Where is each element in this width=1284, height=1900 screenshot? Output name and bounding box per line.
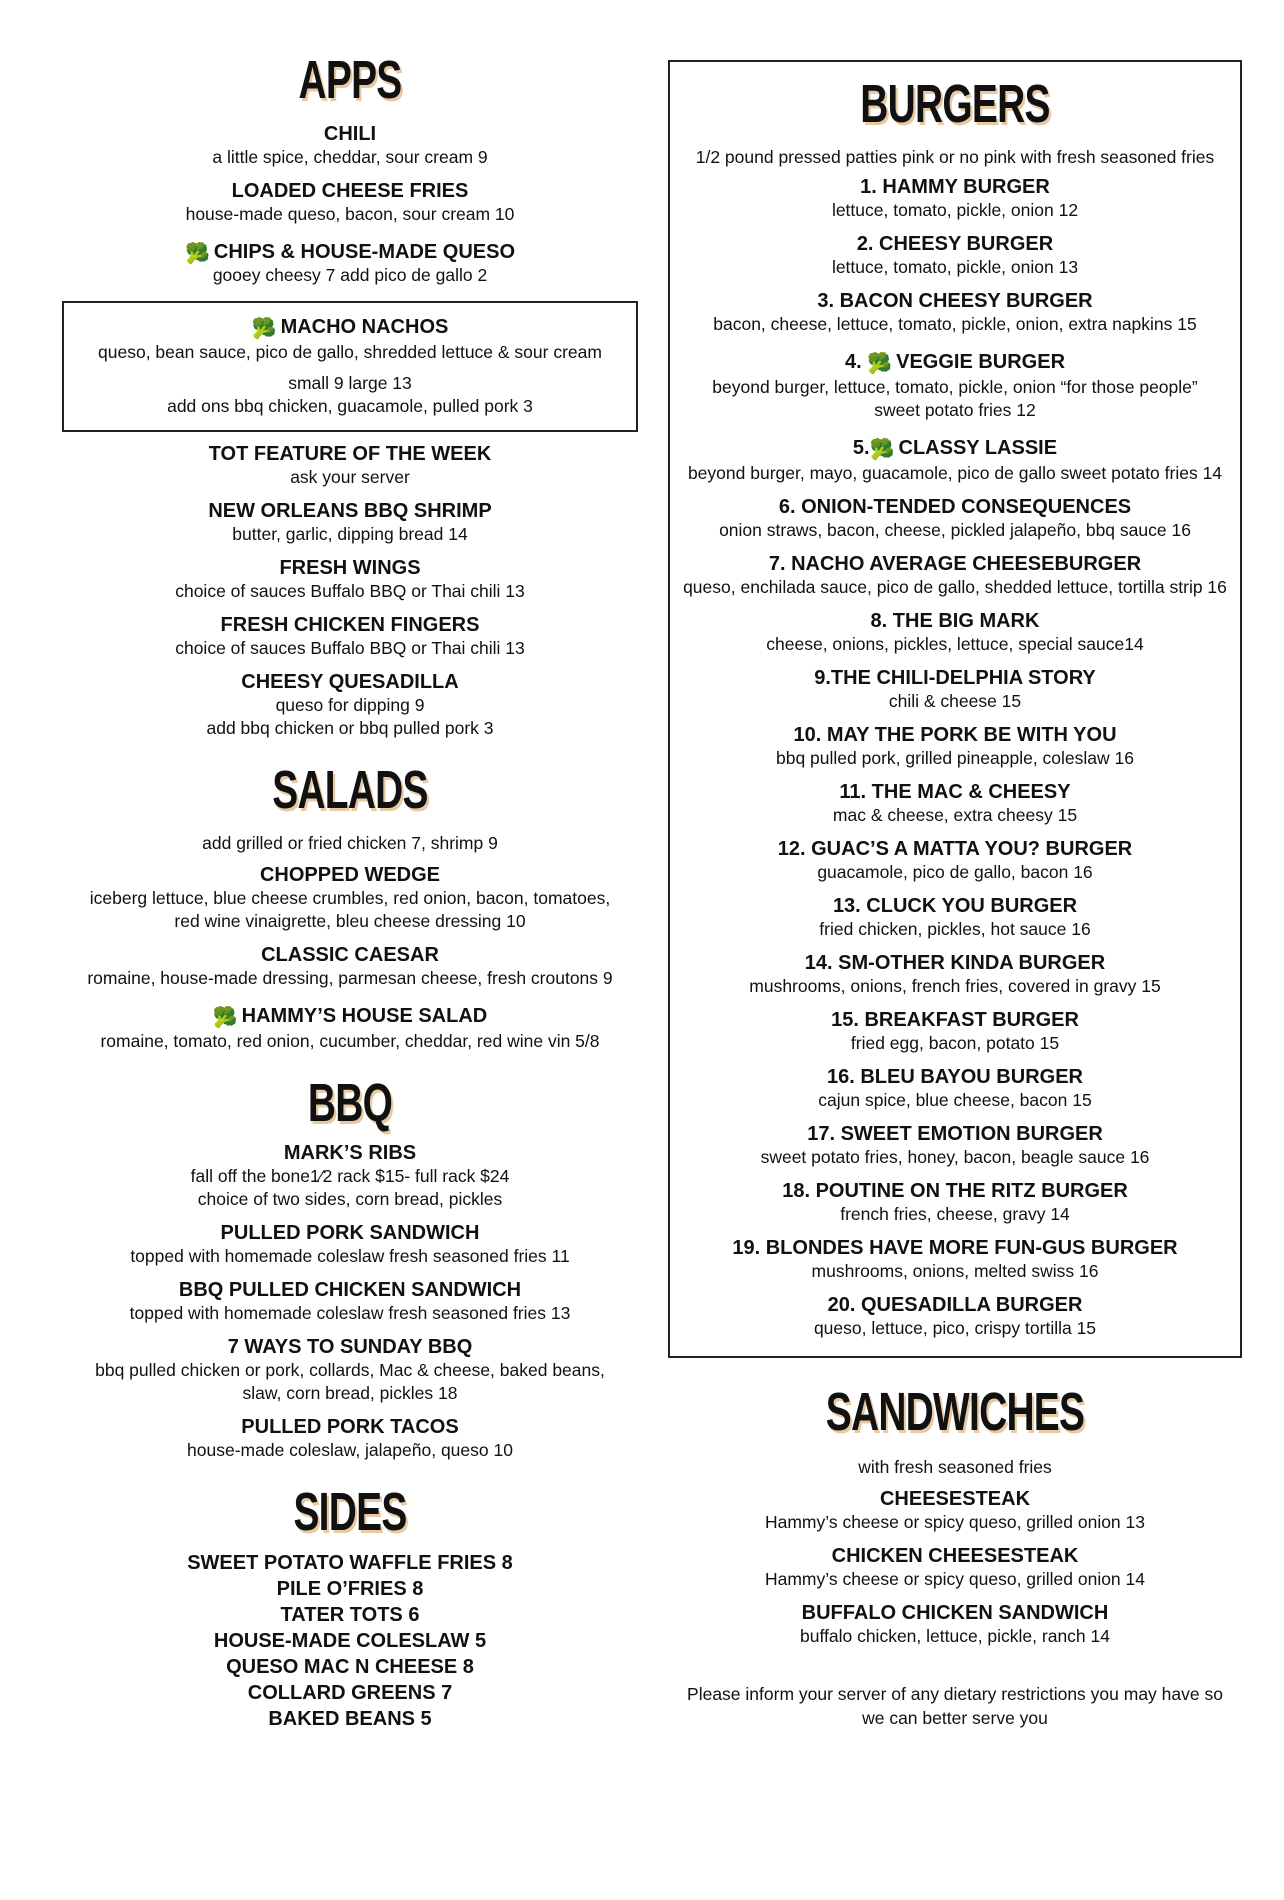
broccoli-icon: 🥦 [251,318,277,340]
menu-item-burger-14: 14. SM-OTHER KINDA BURGER mushrooms, onions, french fries, covered in gravy 15 [749,952,1161,996]
menu-item-burger-12: 12. GUAC’S A MATTA YOU? BURGER guacamole, pico de gallo, bacon 16 [777,838,1133,882]
list-item: COLLARD GREENS 7 [247,1682,453,1704]
sides-list [62,1550,638,1732]
sides-title: SIDES [293,1482,407,1542]
menu-item-classic-caesar: CLASSIC CAESAR romaine, house-made dressing, parmesan cheese, fresh croutons 9 [87,944,613,988]
burgers-box [668,60,1242,1358]
left-column [62,52,638,1732]
menu-item-burger-2: 2. CHEESY BURGER lettuce, tomato, pickle, onion 13 [831,233,1079,277]
menu-item-burger-13: 13. CLUCK YOU BURGER fried chicken, pickles, hot sauce 16 [819,895,1091,939]
broccoli-icon: 🥦 [184,243,210,265]
menu-item-fresh-wings: FRESH WINGS choice of sauces Buffalo BBQ or Thai chili 13 [175,557,525,601]
list-item: PILE O’FRIES 8 [276,1578,424,1600]
list-item: SWEET POTATO WAFFLE FRIES 8 [187,1552,513,1574]
menu-item-burger-11: 11. THE MAC & CHEESY mac & cheese, extra cheesy 15 [832,781,1078,825]
menu-item-pulled-pork-tacos: PULLED PORK TACOS house-made coleslaw, jalapeño, queso 10 [187,1416,513,1460]
right-column [668,60,1242,1730]
macho-nachos-box: 🥦 MACHO NACHOS queso, bean sauce, pico de gallo, shredded lettuce & sour cream small 9 large 13 add ons bbq chicken, guacamole, pulled pork 3 [62,301,638,432]
menu-item-bbq-chicken-sandwich: BBQ PULLED CHICKEN SANDWICH topped with homemade coleslaw fresh seasoned fries 13 [129,1279,571,1323]
list-item: BAKED BEANS 5 [268,1708,432,1730]
menu-item-chips-queso: 🥦 CHIPS & HOUSE-MADE QUESO gooey cheesy 7 add pico de gallo 2 [184,241,516,285]
sandwiches-title: SANDWICHES [825,1382,1085,1442]
sandwiches-note: with fresh seasoned fries [858,1457,1052,1477]
menu-item-burger-20: 20. QUESADILLA BURGER queso, lettuce, pico, crispy tortilla 15 [813,1294,1097,1338]
menu-item-burger-1: 1. HAMMY BURGER lettuce, tomato, pickle, onion 12 [831,176,1079,220]
menu-item-burger-6: 6. ONION-TENDED CONSEQUENCES onion straws, bacon, cheese, pickled jalapeño, bbq sauce 16 [719,496,1191,540]
menu-item-bbq-shrimp: NEW ORLEANS BBQ SHRIMP butter, garlic, dipping bread 14 [208,500,492,544]
menu-item-chicken-fingers: FRESH CHICKEN FINGERS choice of sauces Buffalo BBQ or Thai chili 13 [175,614,525,658]
menu-item-burger-10: 10. MAY THE PORK BE WITH YOU bbq pulled pork, grilled pineapple, coleslaw 16 [775,724,1134,768]
burgers-note: 1/2 pound pressed patties pink or no pink with fresh seasoned fries [695,147,1215,167]
menu-item-tot-feature: TOT FEATURE OF THE WEEK ask your server [208,443,492,487]
menu-item-burger-16: 16. BLEU BAYOU BURGER cajun spice, blue cheese, bacon 15 [818,1066,1092,1110]
menu-item-chopped-wedge: CHOPPED WEDGE iceberg lettuce, blue cheese crumbles, red onion, bacon, tomatoes, red wine vinaigrette, bleu cheese dressing 10 [89,864,611,931]
menu-item-sunday-bbq: 7 WAYS TO SUNDAY BBQ bbq pulled chicken or pork, collards, Mac & cheese, baked beans, slaw, corn bread, pickles 18 [95,1336,605,1403]
salads-title: SALADS [272,760,428,820]
apps-title: APPS [298,50,402,110]
list-item: TATER TOTS 6 [280,1604,420,1626]
menu-item-burger-3: 3. BACON CHEESY BURGER bacon, cheese, lettuce, tomato, pickle, onion, extra napkins 15 [713,290,1197,334]
broccoli-icon: 🥦 [867,353,893,375]
menu-item-house-salad: 🥦 HAMMY’S HOUSE SALAD romaine, tomato, red onion, cucumber, cheddar, red wine vin 5/8 [100,1005,600,1051]
broccoli-icon: 🥦 [869,439,895,461]
menu-item-burger-15: 15. BREAKFAST BURGER fried egg, bacon, potato 15 [831,1009,1079,1053]
menu-item-loaded-cheese-fries: LOADED CHEESE FRIES house-made queso, bacon, sour cream 10 [185,180,515,224]
menu-item-burger-17: 17. SWEET EMOTION BURGER sweet potato fries, honey, bacon, beagle sauce 16 [760,1123,1150,1167]
menu-item-burger-4: 4. 🥦 VEGGIE BURGER beyond burger, lettuce, tomato, pickle, onion “for those people” sweet potato fries 12 [712,351,1198,420]
menu-item-burger-5: 5.🥦 CLASSY LASSIE beyond burger, mayo, guacamole, pico de gallo sweet potato fries 14 [687,437,1223,483]
menu-item-buffalo-chicken-sandwich: BUFFALO CHICKEN SANDWICH buffalo chicken, lettuce, pickle, ranch 14 [799,1602,1110,1646]
menu-item-chicken-cheesesteak: CHICKEN CHEESESTEAK Hammy’s cheese or spicy queso, grilled onion 14 [764,1545,1145,1589]
dietary-note: Please inform your server of any dietary restrictions you may have so we can better serve you [687,1684,1223,1728]
burgers-title: BURGERS [860,74,1050,134]
menu-item-burger-8: 8. THE BIG MARK cheese, onions, pickles, lettuce, special sauce14 [766,610,1144,654]
menu-item-cheesesteak: CHEESESTEAK Hammy’s cheese or spicy queso, grilled onion 13 [764,1488,1145,1532]
menu-item-burger-18: 18. POUTINE ON THE RITZ BURGER french fries, cheese, gravy 14 [782,1180,1128,1224]
menu-item-burger-9: 9.THE CHILI-DELPHIA STORY chili & cheese 15 [814,667,1096,711]
broccoli-icon: 🥦 [212,1007,238,1029]
menu-item-pulled-pork-sandwich: PULLED PORK SANDWICH topped with homemade coleslaw fresh seasoned fries 11 [130,1222,570,1266]
menu-item-marks-ribs: MARK’S RIBS fall off the bone1⁄2 rack $15- full rack $24 choice of two sides, corn bread, pickles [190,1142,510,1209]
salads-note: add grilled or fried chicken 7, shrimp 9 [202,833,498,853]
menu-item-cheesy-quesadilla: CHEESY QUESADILLA queso for dipping 9 add bbq chicken or bbq pulled pork 3 [206,671,494,738]
bbq-title: BBQ [307,1073,393,1133]
menu-item-burger-19: 19. BLONDES HAVE MORE FUN-GUS BURGER mushrooms, onions, melted swiss 16 [732,1237,1178,1281]
list-item: QUESO MAC N CHEESE 8 [226,1656,474,1678]
menu-item-chili: CHILI a little spice, cheddar, sour cream 9 [212,123,488,167]
menu-item-burger-7: 7. NACHO AVERAGE CHEESEBURGER queso, enchilada sauce, pico de gallo, shedded lettuce, tortilla strip 16 [683,553,1227,597]
list-item: HOUSE-MADE COLESLAW 5 [213,1630,487,1652]
